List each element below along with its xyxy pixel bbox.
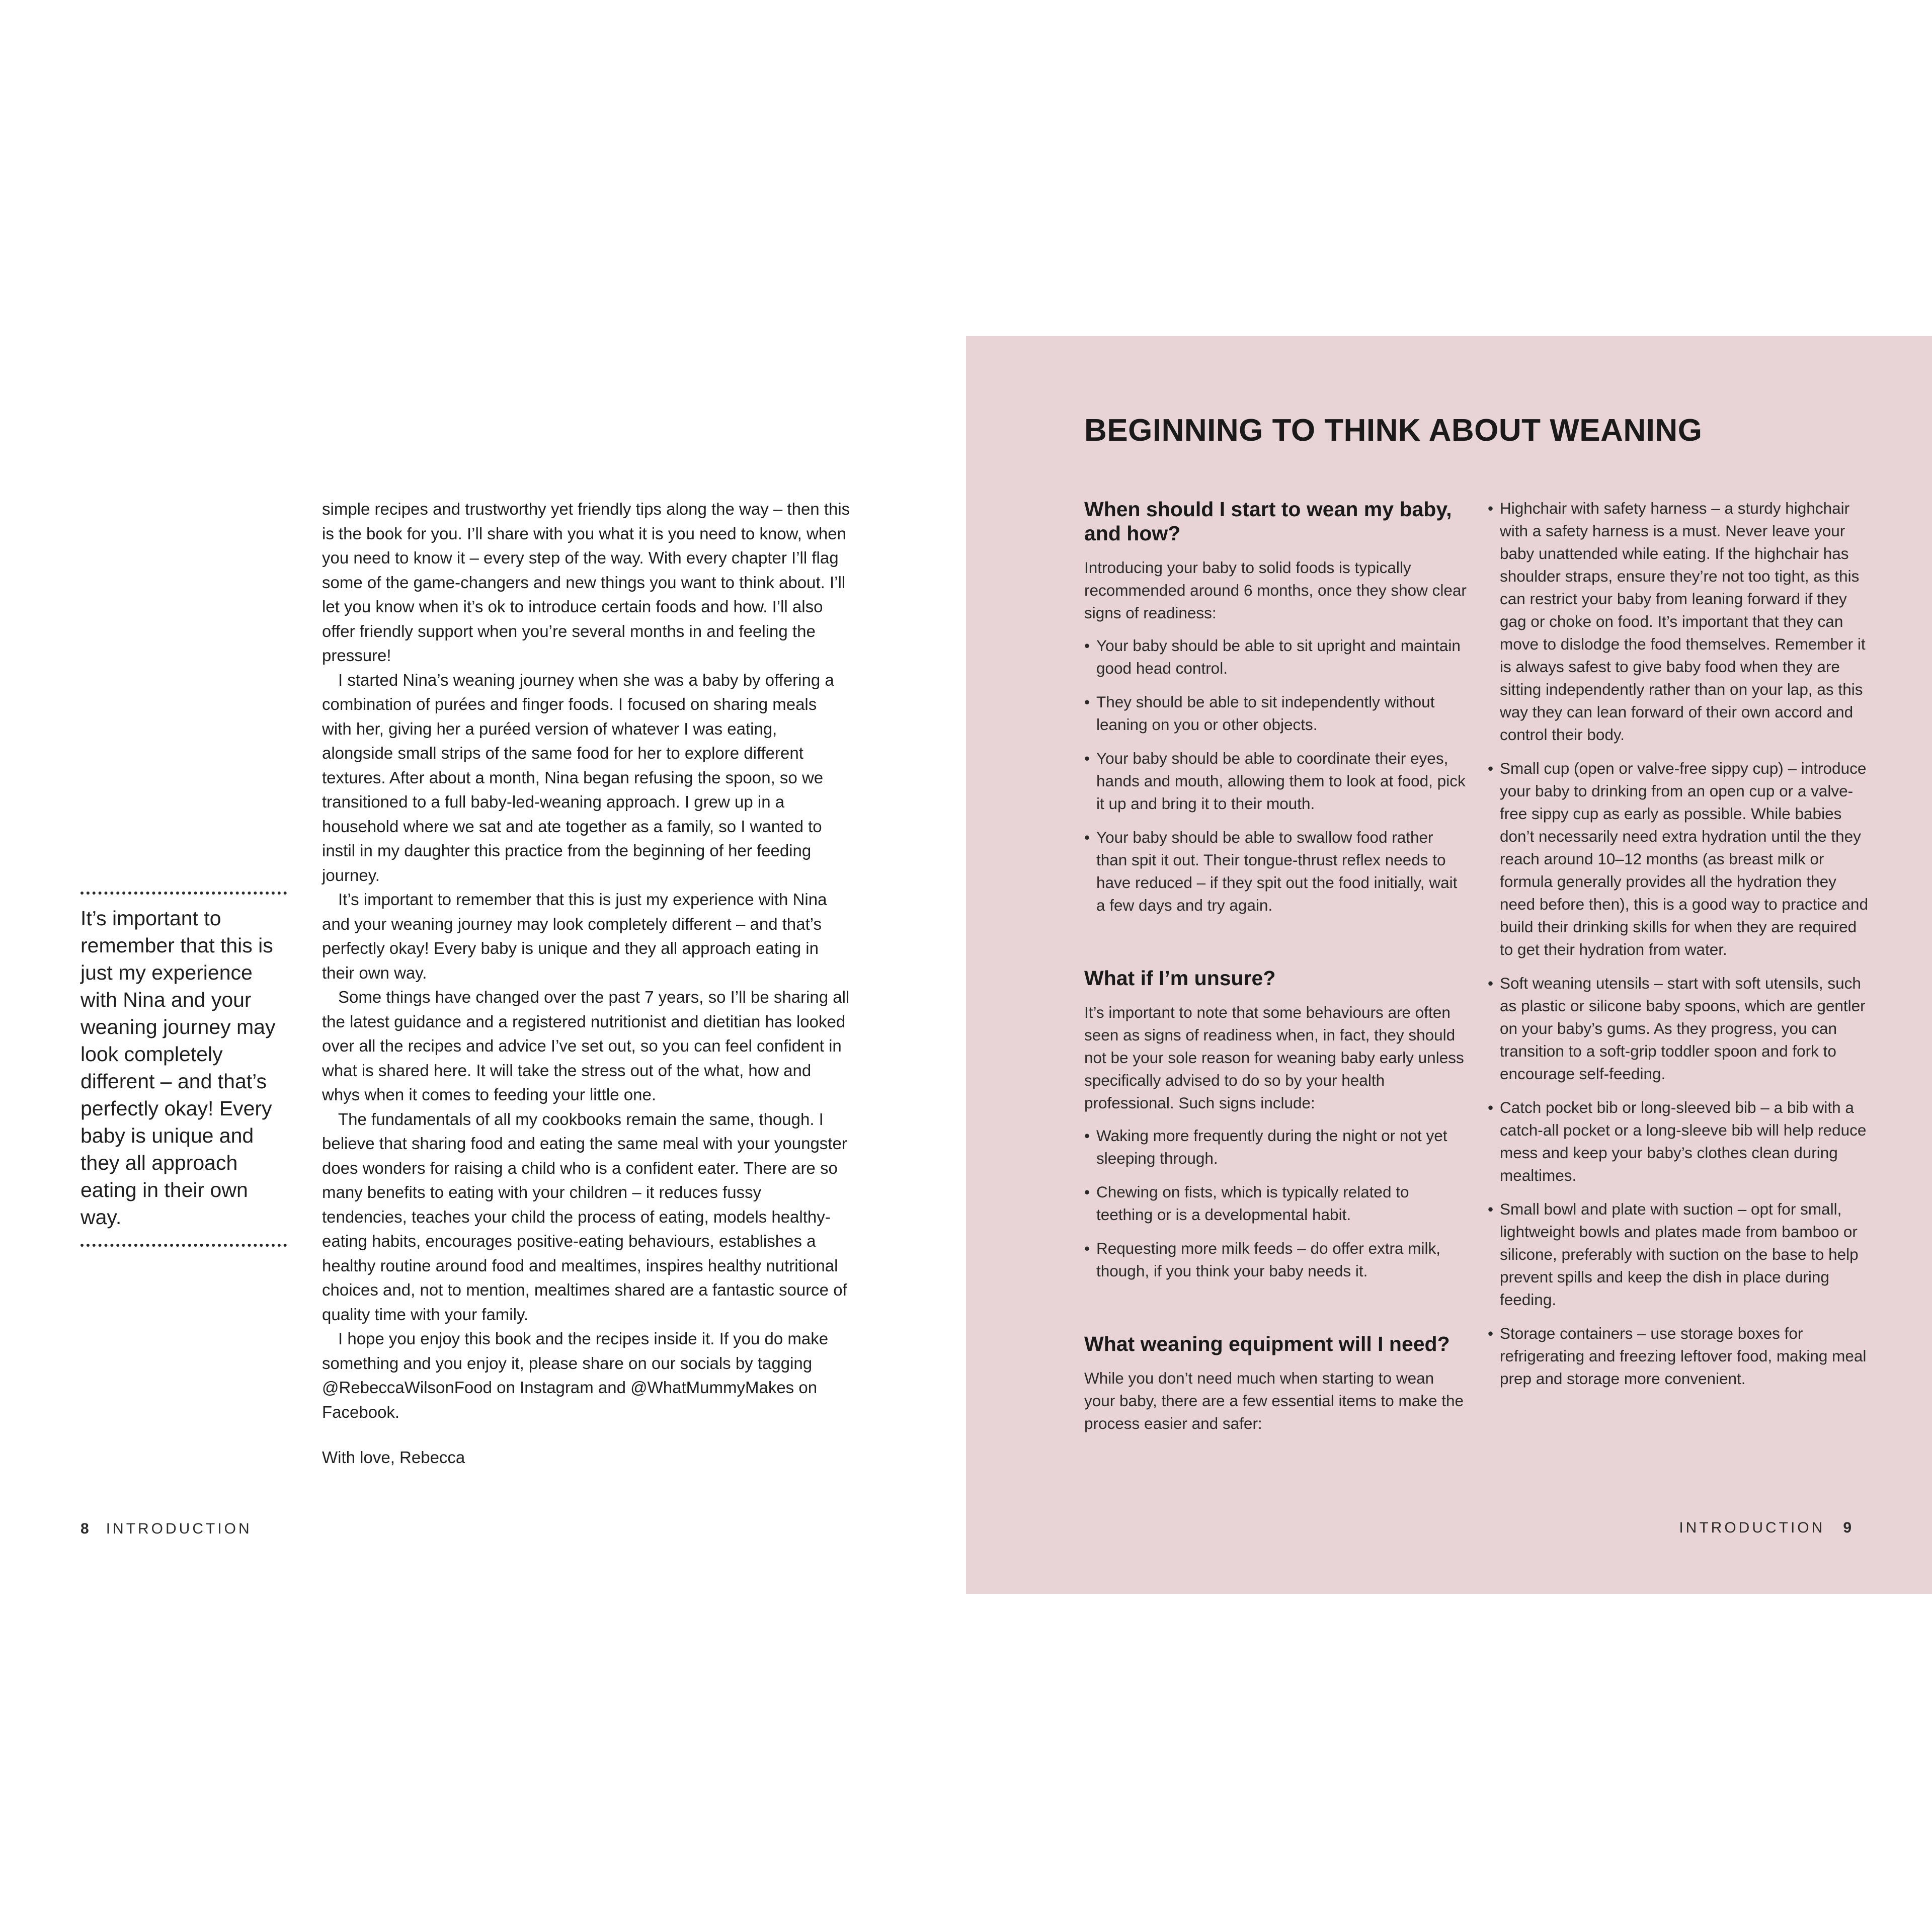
bullet-icon: • [1488, 1324, 1494, 1342]
section-title: What weaning equipment will I need? [1084, 1332, 1450, 1355]
folio-right [1679, 1519, 1852, 1537]
page-number: 8 [80, 1520, 89, 1537]
running-head: INTRODUCTION [1679, 1519, 1825, 1536]
body-paragraph: The fundamentals of all my cookbooks remain the same, though. I believe that sharing food and eating the same meal with your youngster does wonders for raising a child who is a confident eater. There are so many benefits to eating with your children – it reduces fussy tendencies, teaches your child the process of eating, models healthy-eating habits, encourages positive-eating behaviours, establishes a healthy routine around food and mealtimes, inspires healthy nutritional choices and, not to mention, mealtimes shared are a fantastic source of quality time with your family. [322, 1109, 847, 1324]
right-page-panel [966, 336, 1932, 1594]
signoff: With love, Rebecca [322, 1448, 465, 1467]
list-item-text: Your baby should be able to swallow food rather than spit it out. Their tongue-thrust reflex needs to have reduced – if they spit out the food initially, wait a few days and try again. [1096, 828, 1458, 914]
list-item [1488, 1322, 1870, 1390]
list-item [1084, 1181, 1467, 1226]
body-paragraph: It’s important to remember that this is just my experience with Nina and your weaning journey may look completely different – and that’s perfectly okay! Every baby is unique and they all approach eating in their own way. [322, 890, 827, 982]
bullet-icon: • [1488, 759, 1494, 777]
list-item-text: Small bowl and plate with suction – opt for small, lightweight bowls and plates made from bamboo or silicone, preferably with suction on the base to help prevent spills and keep the dish in place during feeding. [1500, 1200, 1859, 1309]
list-item-text: Waking more frequently during the night or not yet sleeping through. [1096, 1126, 1447, 1167]
list-item-text: Highchair with safety harness – a sturdy highchair with a safety harness is a must. Never leave your baby unattended while eating. If the highchair has shoulder straps, ensure they’re not too tight, as this can restrict your baby from leaning forward if they gag or choke on food. It’s important that they can move to dislodge the food themselves. Remember it is always safest to give baby food when they are sitting independently rather than on your lap, as this way they can lean forward of their own accord and control their body. [1500, 499, 1866, 744]
right-column [1488, 497, 1870, 1401]
section-title: When should I start to wean my baby, and how? [1084, 498, 1452, 545]
list-item [1084, 1237, 1467, 1282]
list-item-text: Chewing on fists, which is typically related to teething or is a developmental habit. [1096, 1183, 1409, 1224]
bullet-icon: • [1488, 499, 1494, 517]
bullet-icon: • [1084, 636, 1090, 655]
signs-list [1084, 1124, 1467, 1282]
body-paragraph: I started Nina’s weaning journey when she was a baby by offering a combination of purées and finger foods. I focused on sharing meals with her, giving her a puréed version of whatever I was eating, alongside small strips of the same food for her to explore different textures. After about a month, Nina began refusing the spoon, so we transitioned to a full baby-led-weaning approach. I grew up in a household where we sat and ate together as a family, so I wanted to instil in my daughter this practice from the beginning of her feeding journey. [322, 670, 834, 884]
bullet-icon: • [1084, 1239, 1090, 1257]
body-paragraph: simple recipes and trustworthy yet friendly tips along the way – then this is the book for you. I’ll share with you what it is you need to know, when you need to know it – every step of the way. With every chapter I’ll flag some of the game-changers and new things you want to think about. I’ll let you know when it’s ok to introduce certain foods and how. I’ll also offer friendly support when you’re several months in and feeling the pressure! [322, 500, 850, 665]
section-title: What if I’m unsure? [1084, 967, 1276, 990]
section-intro: Introducing your baby to solid foods is typically recommended around 6 months, once they show clear signs of readiness: [1084, 558, 1467, 622]
left-column [1084, 497, 1467, 1445]
list-item-text: They should be able to sit independently without leaning on you or other objects. [1096, 693, 1435, 734]
list-item [1488, 497, 1870, 746]
list-item-text: Requesting more milk feeds – do offer extra milk, though, if you think your baby needs it. [1096, 1239, 1440, 1280]
list-item [1084, 826, 1467, 917]
body-text [322, 497, 850, 1470]
body-paragraph: Some things have changed over the past 7 years, so I’ll be sharing all the latest guidance and a registered nutritionist and dietitian has looked over all the recipes and advice I’ve set out, so you can feel confident in what is shared here. It will take the stress out of the what, how and whys when it comes to feeding your little one. [322, 988, 850, 1104]
equipment-list [1488, 497, 1870, 1390]
page-number: 9 [1843, 1519, 1852, 1536]
bullet-icon: • [1084, 693, 1090, 711]
list-item [1084, 1124, 1467, 1170]
bullet-icon: • [1084, 1126, 1090, 1145]
list-item-text: Small cup (open or valve-free sippy cup) – introduce your baby to drinking from an open cup or a valve-free sippy cup as early as possible. While babies don’t necessarily need extra hydration until the they reach around 10–12 months (as breast milk or formula generally provides all the hydration they need before then), this is a good way to practice and build their drinking skills for when they are required to get their hydration from water. [1500, 759, 1868, 958]
list-item [1488, 972, 1870, 1085]
list-item-text: Storage containers – use storage boxes for refrigerating and freezing leftover food, making meal prep and storage more convenient. [1500, 1324, 1867, 1388]
readiness-list [1084, 634, 1467, 917]
page-heading: BEGINNING TO THINK ABOUT WEANING [1084, 413, 1703, 448]
list-item-text: Your baby should be able to coordinate their eyes, hands and mouth, allowing them to look at food, pick it up and bring it to their mouth. [1096, 749, 1466, 813]
list-item-text: Catch pocket bib or long-sleeved bib – a bib with a catch-all pocket or a long-sleeve bib will help reduce mess and keep your baby’s clothes clean during mealtimes. [1500, 1098, 1867, 1184]
section-intro: It’s important to note that some behaviours are often seen as signs of readiness when, in fact, they should not be your sole reason for weaning baby early unless specifically advised to do so by your health professional. Such signs include: [1084, 1003, 1464, 1112]
running-head: INTRODUCTION [106, 1520, 252, 1537]
bullet-icon: • [1488, 1098, 1494, 1116]
list-item [1488, 757, 1870, 961]
bullet-icon: • [1084, 1183, 1090, 1201]
list-item [1084, 747, 1467, 815]
bullet-icon: • [1084, 828, 1090, 846]
bullet-icon: • [1488, 1200, 1494, 1218]
pull-quote: It’s important to remember that this is just my experience with Nina and your weaning journey may look completely different – and that’s perfectly okay! Every baby is unique and they all approach eating in their own way. [80, 892, 287, 1247]
section-intro: While you don’t need much when starting to wean your baby, there are a few essential items to make the process easier and safer: [1084, 1369, 1464, 1432]
list-item [1084, 634, 1467, 680]
list-item [1084, 691, 1467, 736]
folio-left [80, 1520, 252, 1538]
list-item [1488, 1198, 1870, 1311]
bullet-icon: • [1488, 974, 1494, 992]
list-item [1488, 1096, 1870, 1187]
bullet-icon: • [1084, 749, 1090, 767]
body-paragraph: I hope you enjoy this book and the recipes inside it. If you do make something and you enjoy it, please share on our socials by tagging @RebeccaWilsonFood on Instagram and @WhatMummyMakes on Facebook. [322, 1329, 829, 1421]
list-item-text: Soft weaning utensils – start with soft utensils, such as plastic or silicone baby spoons, which are gentler on your baby’s gums. As they progress, you can transition to a soft-grip toddler spoon and fork to encourage self-feeding. [1500, 974, 1866, 1083]
list-item-text: Your baby should be able to sit upright and maintain good head control. [1096, 636, 1461, 677]
